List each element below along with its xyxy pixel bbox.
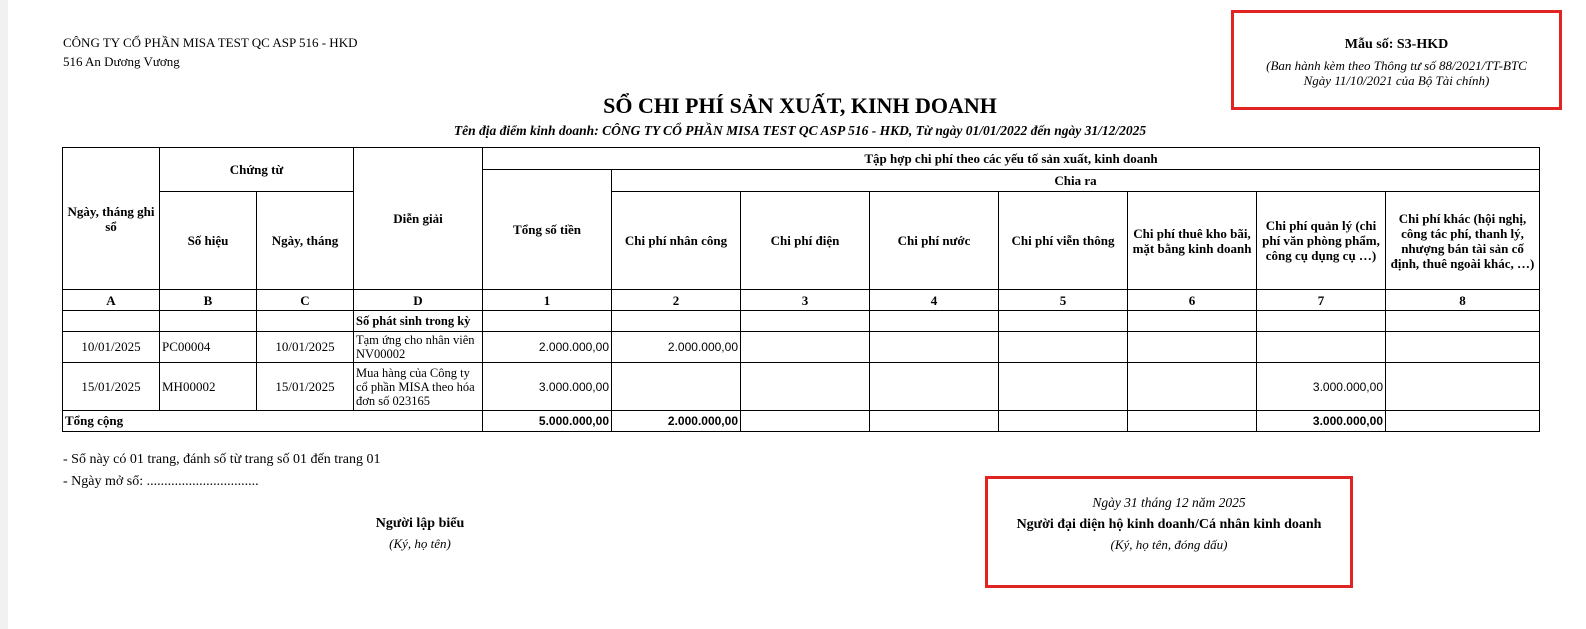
cell-voucher-no: MH00002: [160, 363, 257, 411]
header-management: Chi phí quản lý (chi phí văn phòng phẩm, công cụ dụng cụ …): [1257, 192, 1386, 290]
header-voucher: Chứng từ: [160, 148, 354, 192]
cell-rent: [1128, 332, 1257, 363]
company-info: [63, 33, 357, 71]
cell-total: 3.000.000,00: [483, 363, 612, 411]
cell-date: 15/01/2025: [63, 363, 160, 411]
header-total: Tổng số tiền: [483, 170, 612, 290]
cell-rent: [1128, 363, 1257, 411]
form-note-line1: (Ban hành kèm theo Thông tư số 88/2021/TT-BTC: [1266, 58, 1527, 73]
column-code: A: [63, 290, 160, 311]
document-title: SỔ CHI PHÍ SẢN XUẤT, KINH DOANH: [603, 93, 997, 118]
cell-other: [1386, 363, 1540, 411]
cell-date: 10/01/2025: [63, 332, 160, 363]
cell-other: [1386, 332, 1540, 363]
cell-description: Tạm ứng cho nhân viên NV00002: [354, 332, 483, 363]
cell-electricity: [741, 363, 870, 411]
cell-water: [870, 363, 999, 411]
total-row: [63, 411, 1540, 432]
document-subtitle: Tên địa điểm kinh doanh: CÔNG TY CỔ PHẦN MISA TEST QC ASP 516 - HKD, Từ ngày 01/01/2022 đến ngày 31/12/2025: [453, 123, 1147, 138]
cell-labor: 2.000.000,00: [612, 332, 741, 363]
section-row: [63, 311, 1540, 332]
cell-water: [870, 332, 999, 363]
header-voucher-no: Số hiệu: [160, 192, 257, 290]
table-row: [63, 332, 1540, 363]
total-label: Tổng cộng: [63, 411, 483, 432]
company-name: CÔNG TY CỔ PHẦN MISA TEST QC ASP 516 - HKD: [63, 35, 358, 50]
company-address: 516 An Dương Vương: [63, 54, 180, 69]
header-electricity: Chi phí điện: [741, 192, 870, 290]
note-pages: - Sổ này có 01 trang, đánh số từ trang số 01 đến trang 01: [63, 452, 381, 467]
cell-voucher-date: 10/01/2025: [257, 332, 354, 363]
cell-telecom: [999, 332, 1128, 363]
column-code: 5: [999, 290, 1128, 311]
cell-management: 3.000.000,00: [1257, 363, 1386, 411]
form-note: [1234, 58, 1559, 88]
representative-sub: (Ký, họ tên, đóng dấu): [1110, 537, 1228, 552]
header-other: Chi phí khác (hội nghị, công tác phí, thanh lý, nhượng bán tài sản cố định, thuê ngoài khác, …): [1386, 192, 1540, 290]
cell-telecom: [999, 363, 1128, 411]
column-code: 6: [1128, 290, 1257, 311]
header-cost-group: Tập hợp chi phí theo các yếu tố sản xuất, kinh doanh: [483, 148, 1540, 170]
cell-management: [1257, 332, 1386, 363]
representative-signature-box: [985, 476, 1353, 588]
header-breakdown: Chia ra: [612, 170, 1540, 192]
preparer-sub: (Ký, họ tên): [389, 536, 451, 551]
header-water: Chi phí nước: [870, 192, 999, 290]
cell-labor: [612, 363, 741, 411]
signature-date: Ngày 31 tháng 12 năm 2025: [1092, 495, 1246, 510]
column-code: 4: [870, 290, 999, 311]
column-code: 8: [1386, 290, 1540, 311]
total-labor: 2.000.000,00: [612, 411, 741, 432]
table-row: [63, 363, 1540, 411]
form-note-line2: Ngày 11/10/2021 của Bộ Tài chính): [1303, 73, 1490, 88]
total-amount: 5.000.000,00: [483, 411, 612, 432]
ledger-notes: [63, 449, 380, 493]
column-code: 3: [741, 290, 870, 311]
header-telecom: Chi phí viễn thông: [999, 192, 1128, 290]
cost-ledger-table: [62, 147, 1540, 432]
column-code: B: [160, 290, 257, 311]
column-code: C: [257, 290, 354, 311]
form-code: Mẫu số: S3-HKD: [1344, 37, 1449, 52]
header-rent: Chi phí thuê kho bãi, mặt bằng kinh doanh: [1128, 192, 1257, 290]
header-description: Diễn giải: [354, 148, 483, 290]
cell-voucher-no: PC00004: [160, 332, 257, 363]
section-label: Số phát sinh trong kỳ: [354, 311, 483, 332]
preparer-title: Người lập biểu: [375, 516, 465, 531]
header-labor: Chi phí nhân công: [612, 192, 741, 290]
cell-description: Mua hàng của Công ty cổ phần MISA theo hóa đơn số 023165: [354, 363, 483, 411]
representative-title: Người đại diện hộ kinh doanh/Cá nhân kinh doanh: [1016, 517, 1322, 532]
column-code: D: [354, 290, 483, 311]
column-code: 2: [612, 290, 741, 311]
preparer-signature: [330, 516, 510, 552]
header-date-recorded: Ngày, tháng ghi sổ: [63, 148, 160, 290]
header-voucher-date: Ngày, tháng: [257, 192, 354, 290]
cell-total: 2.000.000,00: [483, 332, 612, 363]
cell-electricity: [741, 332, 870, 363]
column-code: 7: [1257, 290, 1386, 311]
note-open-date: - Ngày mở sổ: ................................: [63, 474, 259, 489]
column-code: 1: [483, 290, 612, 311]
total-management: 3.000.000,00: [1257, 411, 1386, 432]
cell-voucher-date: 15/01/2025: [257, 363, 354, 411]
